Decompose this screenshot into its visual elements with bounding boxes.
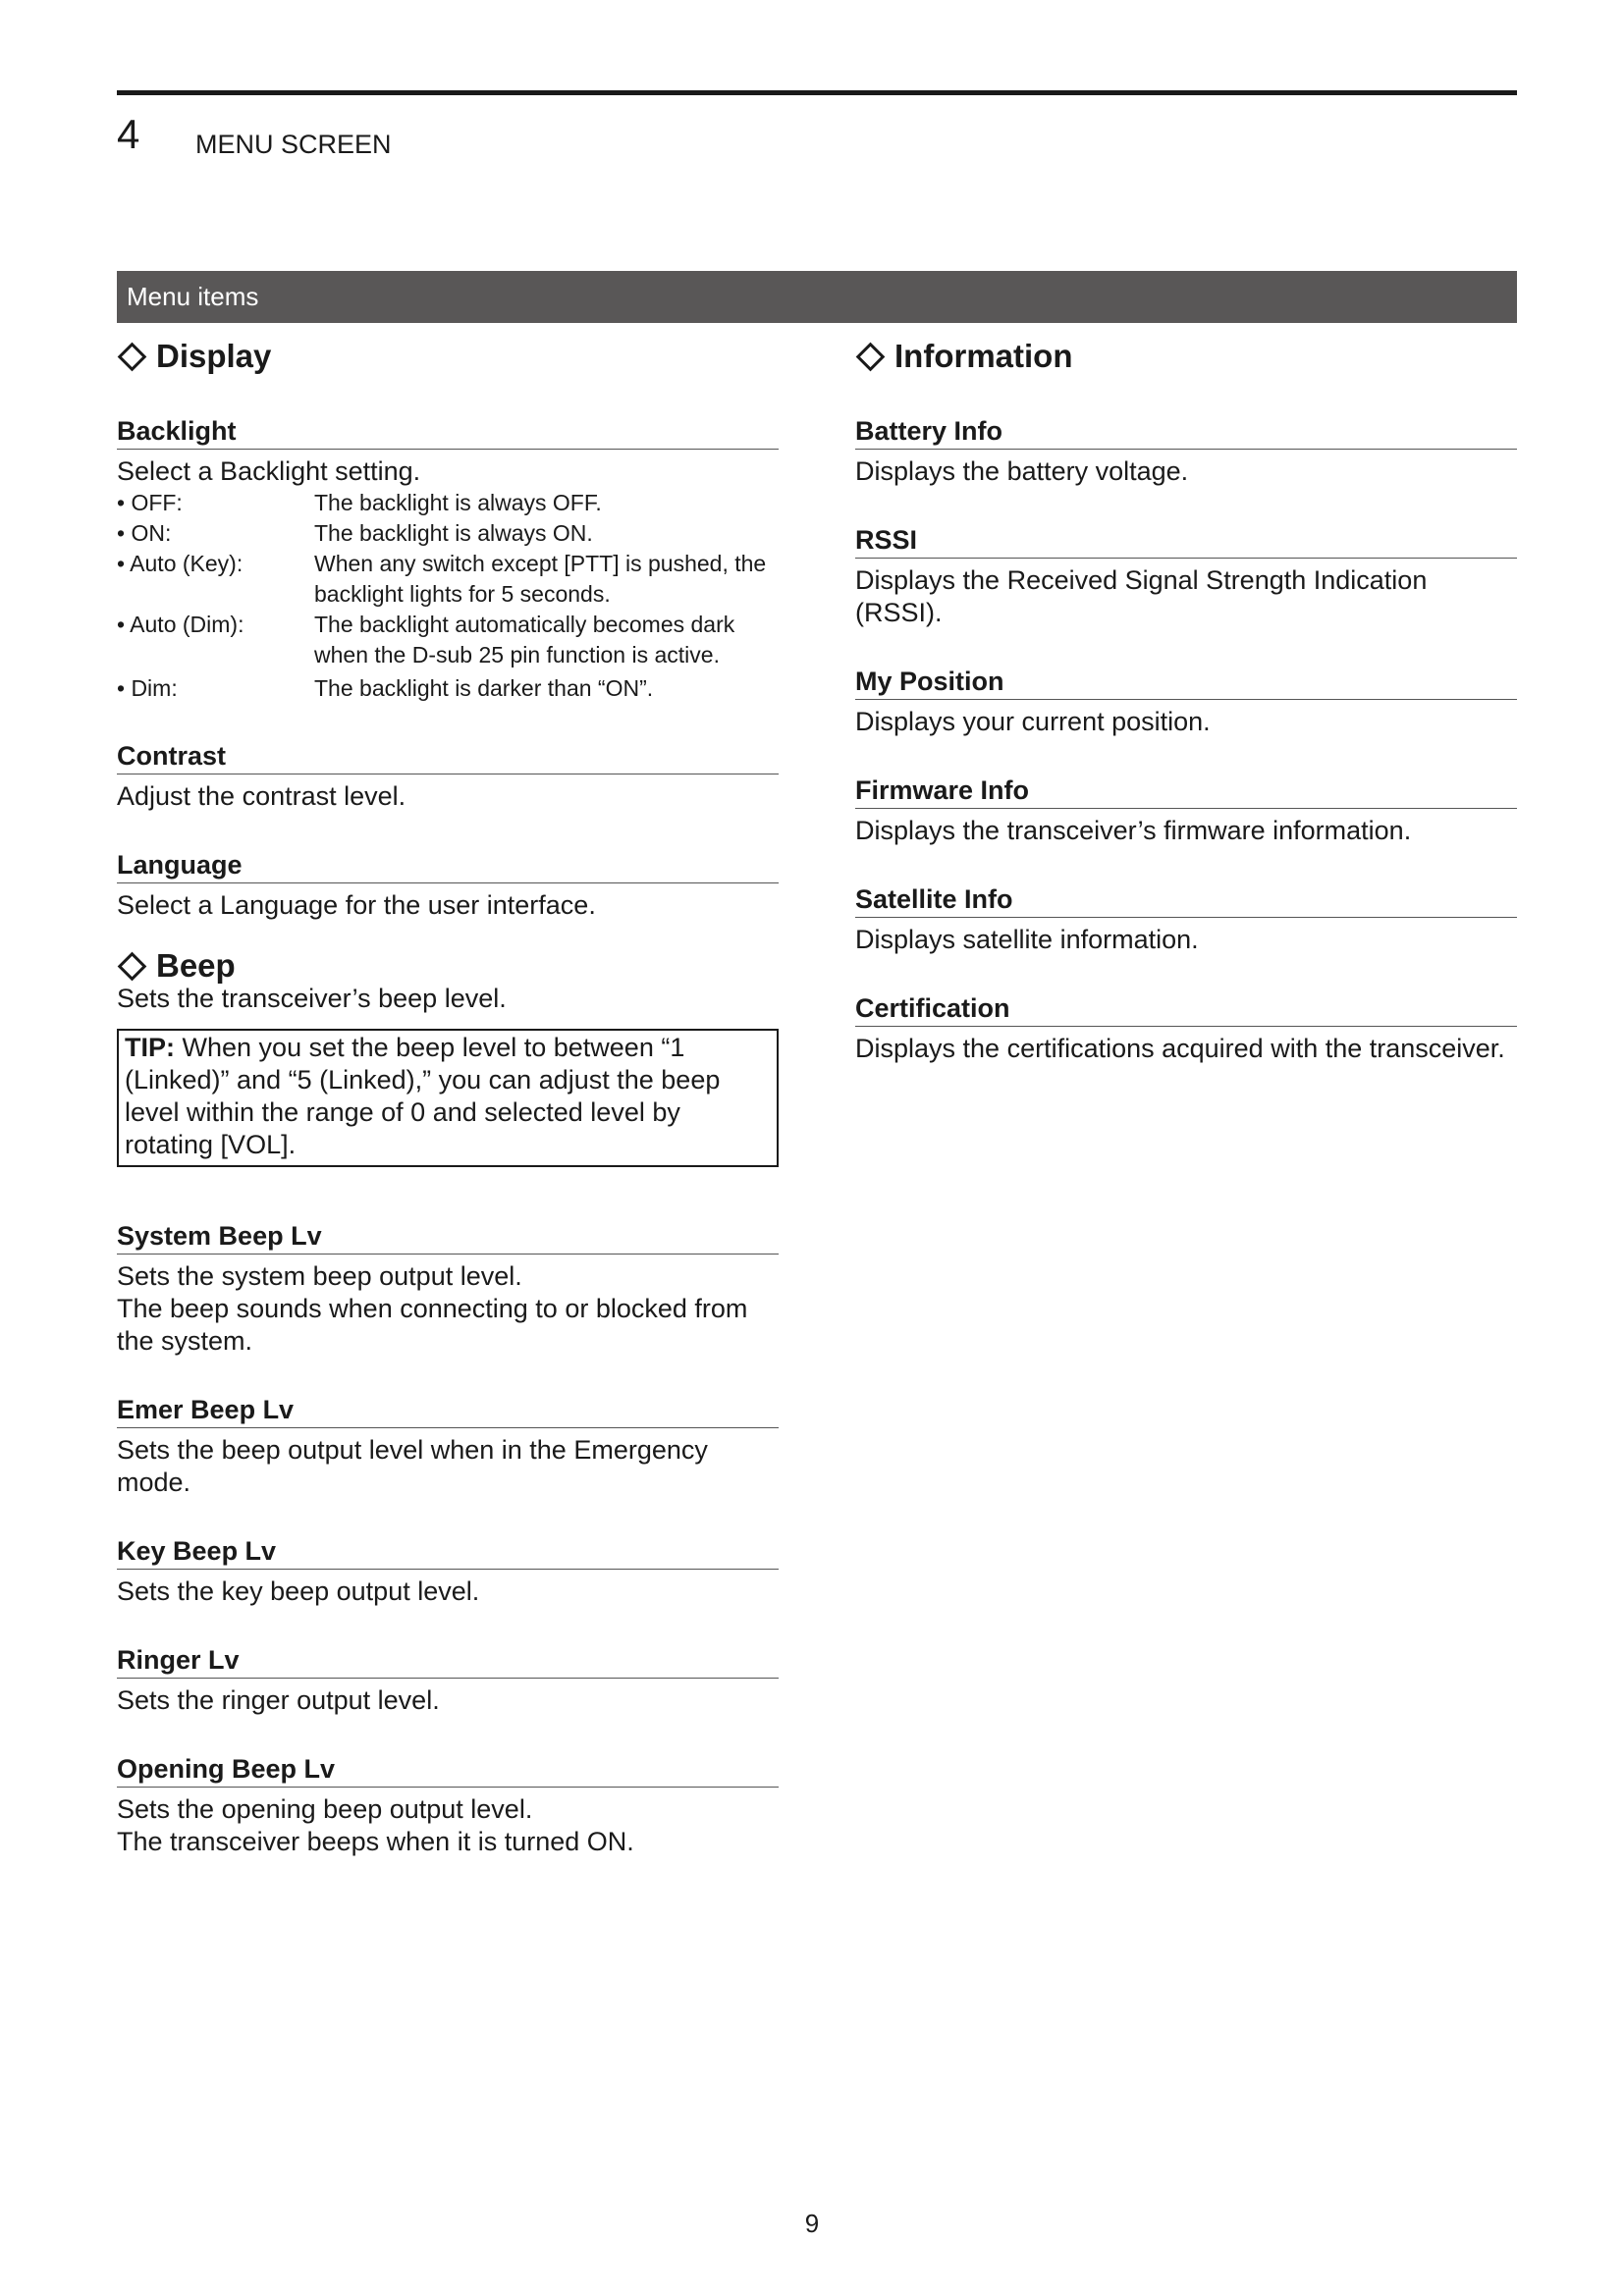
backlight-desc: Select a Backlight setting. <box>117 456 421 486</box>
system-beep-item <box>117 1220 779 1358</box>
position-item <box>855 666 1517 738</box>
right-column <box>855 334 1517 1065</box>
option-value: The backlight is darker than “ON”. <box>314 675 654 701</box>
key-beep-desc: Sets the key beep output level. <box>117 1576 480 1606</box>
diamond-icon <box>856 342 886 371</box>
contrast-desc: Adjust the contrast level. <box>117 781 406 811</box>
information-title: Information <box>894 338 1073 374</box>
backlight-option <box>117 673 779 704</box>
satellite-title: Satellite Info <box>855 883 1517 918</box>
rssi-item <box>855 524 1517 629</box>
battery-item <box>855 415 1517 488</box>
diamond-icon <box>118 951 147 981</box>
opening-beep-desc: Sets the opening beep output level. <box>117 1794 533 1824</box>
option-key: • ON: <box>117 520 172 546</box>
firmware-title: Firmware Info <box>855 774 1517 809</box>
certification-item <box>855 992 1517 1065</box>
opening-beep-item <box>117 1753 779 1858</box>
option-value: The backlight is always ON. <box>314 520 593 546</box>
backlight-option <box>117 488 779 518</box>
option-value: When any switch except [PTT] is pushed, the backlight lights for 5 seconds. <box>314 551 767 607</box>
certification-title: Certification <box>855 992 1517 1027</box>
tip-text: When you set the beep level to between “1 (Linked)” and “5 (Linked),” you can adjust the beep level within the range of 0 and selected level by rotating [VOL]. <box>125 1033 721 1159</box>
ringer-item <box>117 1644 779 1717</box>
section-banner: Menu items <box>117 271 1517 323</box>
language-desc: Select a Language for the user interface. <box>117 890 596 920</box>
backlight-title: Backlight <box>117 415 779 450</box>
language-title: Language <box>117 849 779 883</box>
option-key: • Dim: <box>117 675 178 701</box>
chapter-number: 4 <box>117 111 140 157</box>
backlight-option <box>117 549 779 610</box>
emer-beep-title: Emer Beep Lv <box>117 1394 779 1428</box>
satellite-desc: Displays satellite information. <box>855 925 1199 954</box>
ringer-title: Ringer Lv <box>117 1644 779 1679</box>
option-value: The backlight automatically becomes dark when the D-sub 25 pin function is active. <box>314 612 735 667</box>
backlight-item <box>117 415 779 704</box>
rssi-desc: Displays the Received Signal Strength Indication (RSSI). <box>855 565 1428 627</box>
display-heading <box>117 334 779 379</box>
system-beep-title: System Beep Lv <box>117 1220 779 1255</box>
diamond-icon <box>118 342 147 371</box>
option-key: • Auto (Dim): <box>117 612 244 637</box>
certification-desc: Displays the certifications acquired with the transceiver. <box>855 1034 1505 1063</box>
ringer-desc: Sets the ringer output level. <box>117 1685 440 1715</box>
system-beep-desc: Sets the system beep output level. <box>117 1261 522 1291</box>
firmware-desc: Displays the transceiver’s firmware information. <box>855 816 1412 845</box>
backlight-option <box>117 518 779 549</box>
battery-desc: Displays the battery voltage. <box>855 456 1189 486</box>
contrast-item <box>117 740 779 813</box>
satellite-item <box>855 883 1517 956</box>
position-desc: Displays your current position. <box>855 707 1211 736</box>
rssi-title: RSSI <box>855 524 1517 559</box>
chapter-title: MENU SCREEN <box>195 130 392 159</box>
header-rule <box>117 90 1517 95</box>
system-beep-desc2: The beep sounds when connecting to or blocked from the system. <box>117 1294 748 1356</box>
language-item <box>117 849 779 922</box>
battery-title: Battery Info <box>855 415 1517 450</box>
option-value: The backlight is always OFF. <box>314 490 602 515</box>
key-beep-item <box>117 1535 779 1608</box>
opening-beep-title: Opening Beep Lv <box>117 1753 779 1788</box>
contrast-title: Contrast <box>117 740 779 774</box>
page-number: 9 <box>804 2209 820 2238</box>
emer-beep-item <box>117 1394 779 1499</box>
display-title: Display <box>156 338 272 374</box>
option-key: • Auto (Key): <box>117 551 244 576</box>
opening-beep-desc2: The transceiver beeps when it is turned ON. <box>117 1827 634 1856</box>
key-beep-title: Key Beep Lv <box>117 1535 779 1570</box>
information-heading <box>855 334 1517 379</box>
left-column <box>117 334 779 1858</box>
emer-beep-desc: Sets the beep output level when in the Emergency mode. <box>117 1435 708 1497</box>
tip-box <box>117 1029 779 1167</box>
option-key: • OFF: <box>117 490 183 515</box>
backlight-option <box>117 610 779 670</box>
beep-title: Beep <box>156 947 236 984</box>
firmware-item <box>855 774 1517 847</box>
beep-desc: Sets the transceiver’s beep level. <box>117 984 507 1013</box>
position-title: My Position <box>855 666 1517 700</box>
tip-label: TIP: <box>125 1033 175 1062</box>
